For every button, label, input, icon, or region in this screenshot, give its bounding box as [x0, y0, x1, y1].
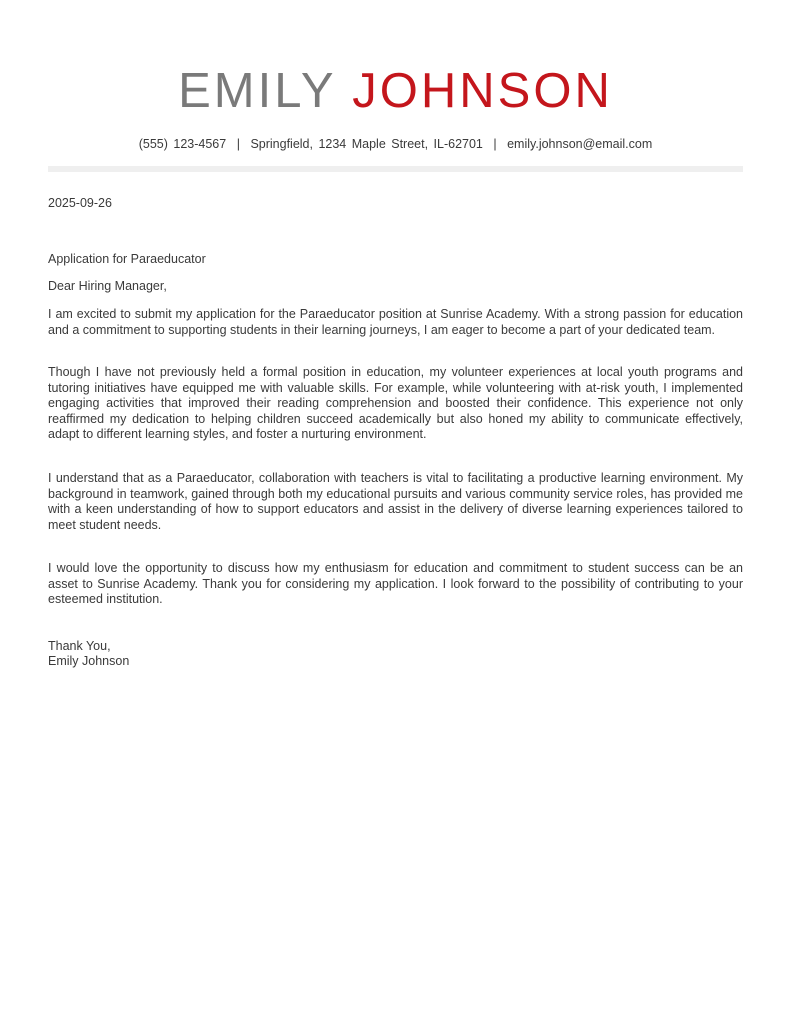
contact-separator: | — [236, 137, 240, 151]
letter-closing: Thank You, — [48, 639, 111, 653]
first-name: EMILY — [178, 64, 336, 118]
letter-paragraph: I understand that as a Paraeducator, collaboration with teachers is vital to facilitating a productive learning environment. My background in teamwork, gained through both my educational pursuits and various community service roles, has provided me with a keen understanding of how to support educators and assist in the delivery of diverse learning experiences tailored to meet student needs. — [48, 471, 743, 532]
letter-paragraph: Though I have not previously held a formal position in education, my volunteer experiences at local youth programs and tutoring initiatives have equipped me with valuable skills. For example, while volunteering with at-risk youth, I implemented engaging activities that improved their reading comprehension and boosted their confidence. This experience not only reaffirmed my dedication to helping children succeed academically but also honed my ability to communicate effectively, adapt to different learning styles, and foster a nurturing environment. — [48, 365, 743, 441]
contact-phone: (555) 123-4567 — [138, 137, 227, 151]
applicant-name-heading — [0, 62, 791, 120]
contact-line — [0, 137, 791, 151]
letter-paragraph: I would love the opportunity to discuss how my enthusiasm for education and commitment to student success can be an asset to Sunrise Academy. Thank you for considering my application. I look forward to the possibility of contributing to your esteemed institution. — [48, 561, 743, 606]
letter-subject: Application for Paraeducator — [48, 252, 206, 266]
letter-signature: Emily Johnson — [48, 654, 130, 668]
last-name: JOHNSON — [352, 64, 613, 118]
header-divider — [48, 166, 743, 172]
letter-salutation: Dear Hiring Manager, — [48, 279, 167, 293]
contact-separator: | — [493, 137, 497, 151]
contact-address: Springfield, 1234 Maple Street, IL-62701 — [250, 137, 483, 151]
contact-email[interactable]: emily.johnson@email.com — [507, 137, 653, 151]
letter-paragraph: I am excited to submit my application for the Paraeducator position at Sunrise Academy. With a strong passion for education and a commitment to supporting students in their learning journeys, I am eager to become a part of your dedicated team. — [48, 307, 743, 337]
letter-date: 2025-09-26 — [48, 196, 112, 210]
